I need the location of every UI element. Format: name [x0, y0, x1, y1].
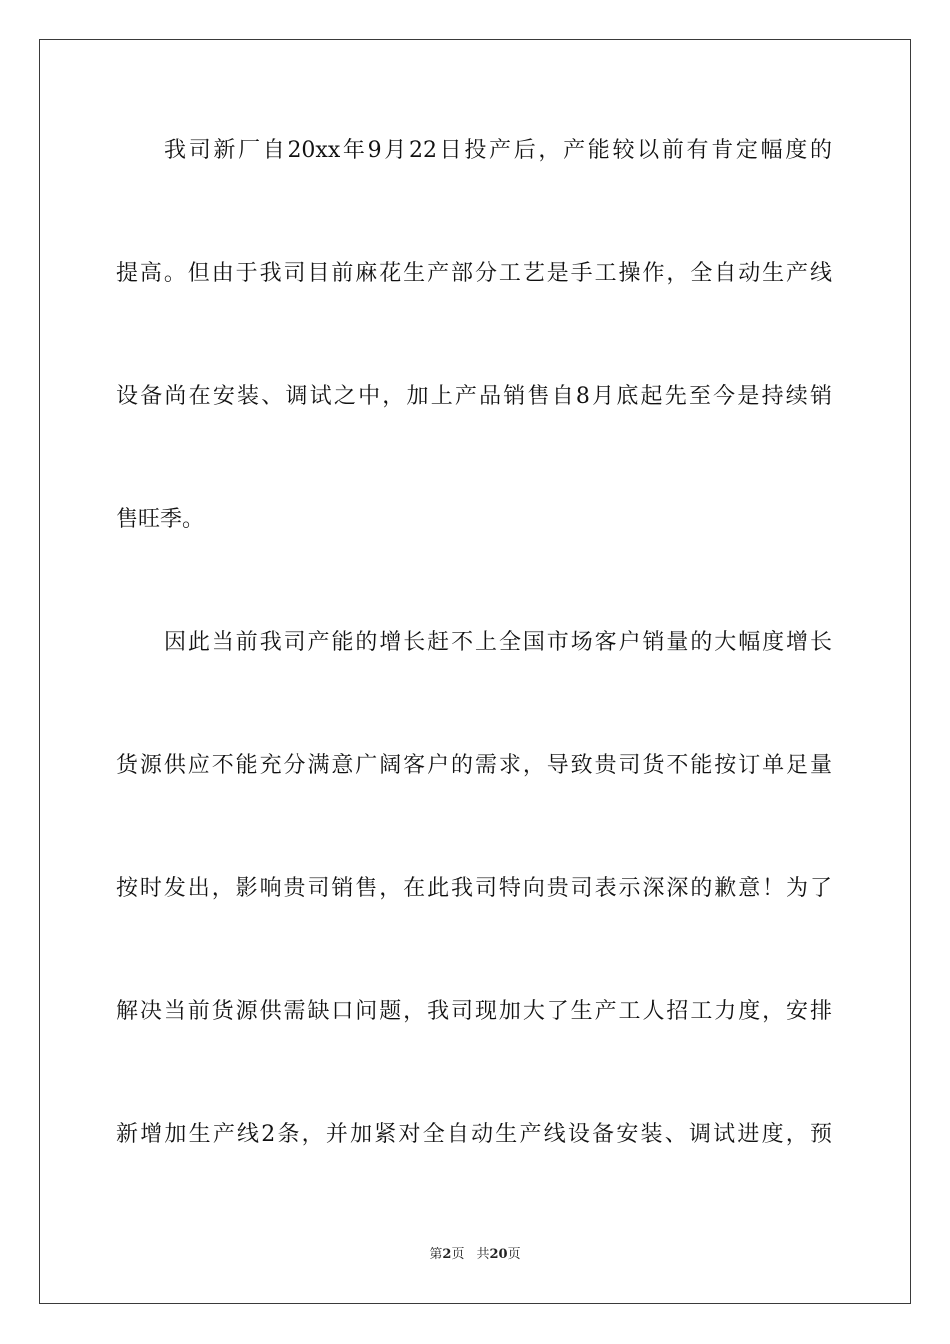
text-line: 我司新厂自20xx年9月22日投产后，产能较以前有肯定幅度的 [164, 138, 832, 163]
text-line: 货源供应不能充分满意广阔客户的需求，导致贵司货不能按订单足量 [116, 753, 832, 778]
page-number: 2 [442, 1247, 452, 1262]
text-line: 售旺季。 [116, 507, 205, 532]
page-suffix: 页 [451, 1247, 465, 1262]
page-prefix: 第 [429, 1247, 443, 1262]
total-pages: 20 [489, 1247, 508, 1262]
text-line: 解决当前货源供需缺口问题，我司现加大了生产工人招工力度，安排 [116, 999, 832, 1024]
total-prefix: 共 [476, 1247, 490, 1262]
text-line: 设备尚在安装、调试之中，加上产品销售自8月底起先至今是持续销 [116, 384, 832, 409]
text-line: 按时发出，影响贵司销售，在此我司特向贵司表示深深的歉意！为了 [116, 876, 832, 901]
text-line: 因此当前我司产能的增长赶不上全国市场客户销量的大幅度增长 [164, 630, 832, 655]
page-footer [0, 1246, 950, 1264]
text-line: 新增加生产线2条，并加紧对全自动生产线设备安装、调试进度，预 [116, 1122, 832, 1147]
text-line: 提高。但由于我司目前麻花生产部分工艺是手工操作，全自动生产线 [116, 261, 832, 286]
total-suffix: 页 [507, 1247, 521, 1262]
page-border [39, 39, 911, 1304]
